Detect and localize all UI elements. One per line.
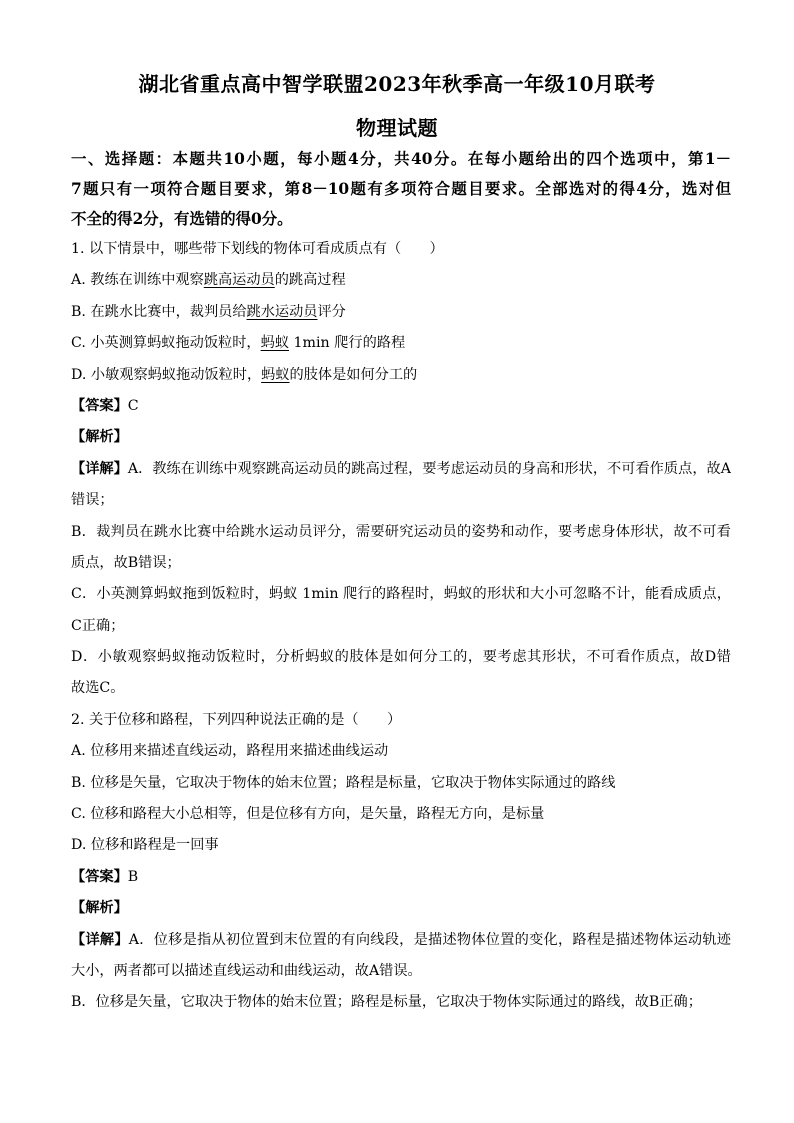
q1-option-c [71,328,731,359]
q1-answer-value: C [127,397,139,414]
q2-detail-b-line-1: B．位移是矢量，它取决于物体的始末位置；路程是标量，它取决于物体实际通过的路线，故B正确； [71,994,702,1011]
q1-option-d-post: 的肢体是如何分工的 [289,366,418,383]
q1-detail-b-line-2: 质点，故B错误； [71,554,181,571]
q1-option-d [71,360,731,391]
q1-detail-b-line-1: B．裁判员在跳水比赛中给跳水运动员评分，需要研究运动员的姿势和动作，要考虑身体形状，故不可看 [71,523,731,540]
q2-answer-value: B [127,868,139,885]
q1-option-b-post: 评分 [317,303,346,320]
q1-option-b-pre: B. 在跳水比赛中，裁判员给 [71,303,247,320]
q2-option-d: D. 位移和路程是一回事 [71,837,219,854]
q1-option-a-pre: A. 教练在训练中观察 [71,272,204,289]
q1-detail-tag: 【详解】 [71,460,128,477]
document-body [71,144,731,1019]
q1-stem: 1. 以下情景中，哪些带下划线的物体可看成质点有（ ） [71,241,444,257]
q2-option-a: A. 位移用来描述直线运动，路程用来描述曲线运动 [71,743,389,760]
q2-answer-tag: 【答案】 [71,868,128,885]
q1-option-b-underlined: 跳水运动员 [246,303,318,320]
section-instructions-line-1: 一、选择题：本题共10小题，每小题4分，共40分。在每小题给出的四个选项中，第1－ [71,150,731,168]
q2-detail-a-text: A．位移是指从初位置到末位置的有向线段，是描述物体位置的变化，路程是描述物体运动轨迹 [128,931,731,948]
q1-answer [71,391,731,422]
exam-title: 湖北省重点高中智学联盟2023年秋季高一年级10月联考 [138,72,656,96]
q1-option-c-pre: C. 小英测算蚂蚁拖动饭粒时， [71,335,261,352]
q2-stem: 2. 关于位移和路程，下列四种说法正确的是（ ） [71,711,402,728]
q1-detail-c-line-2: C正确； [71,617,125,634]
q1-conclusion: 故选C。 [71,680,125,697]
q2-answer [71,862,731,893]
q2-detail-a-line-1 [71,925,731,956]
section-instructions-line-2: 7题只有一项符合题目要求，第8－10题有多项符合题目要求。全部选对的得4分，选对但 [71,180,731,198]
q1-option-a-underlined: 跳高运动员 [203,272,275,289]
q1-detail-a-text: A．教练在训练中观察跳高运动员的跳高过程，要考虑运动员的身高和形状，不可看作质点，故A [127,460,731,477]
q1-option-d-underlined: 蚂蚁 [261,366,290,383]
q2-analysis-tag: 【解析】 [71,900,128,917]
q2-option-c: C. 位移和路程大小总相等，但是位移有方向，是矢量，路程无方向，是标量 [71,806,545,823]
q1-answer-tag: 【答案】 [71,397,128,414]
q1-option-c-post: 1min 爬行的路程 [289,335,406,352]
q2-option-b: B. 位移是矢量，它取决于物体的始末位置；路程是标量，它取决于物体实际通过的路线 [71,774,616,791]
q1-option-b [71,297,731,328]
q1-detail-c-line-1: C．小英测算蚂蚁拖到饭粒时，蚂蚁 1min 爬行的路程时，蚂蚁的形状和大小可忽略不计，能看成质点， [71,586,731,603]
q1-detail-a-line-2: 错误； [71,492,114,509]
exam-subtitle: 物理试题 [356,116,438,140]
q2-detail-tag: 【详解】 [71,931,129,948]
q2-detail-a-line-2: 大小，两者都可以描述直线运动和曲线运动，故A错误。 [71,962,422,979]
q1-analysis-tag: 【解析】 [71,429,128,446]
q1-option-c-underlined: 蚂蚁 [260,335,290,352]
section-instructions-line-3: 不全的得2分，有选错的得0分。 [71,210,293,228]
q1-option-a [71,265,731,296]
q1-detail-a-line-1 [71,454,731,485]
q1-detail-d-line-1: D．小敏观察蚂蚁拖动饭粒时，分析蚂蚁的肢体是如何分工的，要考虑其形状，不可看作质点，故D错 [71,649,731,666]
q1-option-d-pre: D. 小敏观察蚂蚁拖动饭粒时， [71,366,262,383]
q1-option-a-post: 的跳高过程 [274,272,346,289]
